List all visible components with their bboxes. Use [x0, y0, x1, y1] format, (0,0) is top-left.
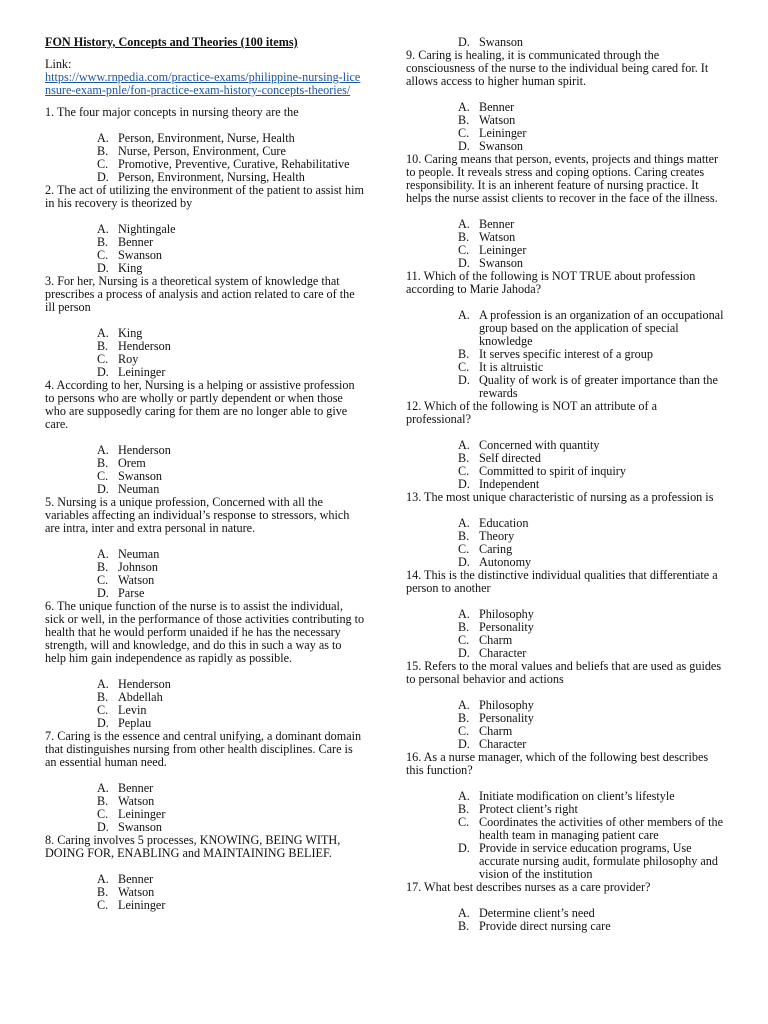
question-text: 2. The act of utilizing the environment of the patient to assist him in his recovery is theorized by: [45, 183, 364, 210]
option-letter: D.: [97, 820, 109, 834]
option-text: Charm: [479, 633, 513, 647]
question-block: [406, 569, 724, 660]
question-block: [406, 270, 724, 400]
option-list: [406, 517, 724, 569]
option-text: Theory: [479, 529, 515, 543]
option-text: Johnson: [118, 560, 158, 574]
option-letter: B.: [458, 230, 470, 244]
option-text: Watson: [479, 113, 516, 127]
option-text: Swanson: [479, 35, 524, 49]
option-letter: D.: [458, 841, 470, 855]
option-letter: D.: [97, 586, 109, 600]
option-letter: A.: [458, 308, 470, 322]
option-text: Nightingale: [118, 222, 176, 236]
option-text: Leininger: [479, 243, 527, 257]
option-text: It serves specific interest of a group: [479, 347, 653, 361]
option-list: [406, 309, 724, 400]
question-block: [45, 834, 365, 912]
option-text: Promotive, Preventive, Curative, Rehabilitative: [118, 157, 350, 171]
option-text: Swanson: [479, 256, 524, 270]
option-list: [406, 439, 724, 491]
option-letter: A.: [458, 516, 470, 530]
option-list: [45, 444, 365, 496]
option-letter: D.: [97, 482, 109, 496]
left-column: [45, 36, 365, 912]
option-text: Benner: [118, 781, 154, 795]
option-letter: C.: [458, 633, 470, 647]
option-letter: D.: [458, 373, 470, 387]
option-text: A profession is an organization of an occupational group based on the application of special knowledge: [479, 308, 724, 348]
option-letter: D.: [458, 477, 470, 491]
option-letter: A.: [97, 326, 109, 340]
option-list: [406, 699, 724, 751]
option-text: Charm: [479, 724, 513, 738]
question-block: [406, 400, 724, 491]
question-text: 8. Caring involves 5 processes, KNOWING, BEING WITH, DOING FOR, ENABLING and MAINTAINING BELIEF.: [45, 833, 341, 860]
option-text: Nurse, Person, Environment, Cure: [118, 144, 286, 158]
option-text: Leininger: [479, 126, 527, 140]
option-list: [45, 223, 365, 275]
question-block: [45, 379, 365, 496]
option-letter: A.: [458, 100, 470, 114]
option-letter: A.: [458, 438, 470, 452]
option-text: Abdellah: [118, 690, 163, 704]
option-list: [45, 548, 365, 600]
option-letter: B.: [97, 144, 109, 158]
question-text: 15. Refers to the moral values and beliefs that are used as guides to personal behavior and actions: [406, 659, 722, 686]
option-letter: D.: [458, 646, 470, 660]
option-letter: D.: [458, 139, 470, 153]
question-block: [45, 106, 365, 184]
option-text: Henderson: [118, 443, 171, 457]
question-text: 5. Nursing is a unique profession, Concerned with all the variables affecting an individual’s response to stressors, which are intra, inter and extra personal in nature.: [45, 495, 350, 535]
option-text: Leininger: [118, 807, 166, 821]
question-text: 13. The most unique characteristic of nursing as a profession is: [406, 490, 714, 504]
option-text: Philosophy: [479, 698, 534, 712]
option-letter: C.: [458, 360, 470, 374]
option-text: Provide direct nursing care: [479, 919, 611, 933]
option-letter: D.: [97, 261, 109, 275]
option-letter: C.: [97, 469, 109, 483]
option-letter: B.: [458, 711, 470, 725]
option-letter: B.: [458, 620, 470, 634]
option-text: Person, Environment, Nurse, Health: [118, 131, 295, 145]
option-text: Levin: [118, 703, 147, 717]
option-item: [458, 309, 724, 348]
option-letter: D.: [458, 256, 470, 270]
question-block: [406, 751, 724, 881]
option-item: [97, 899, 365, 912]
option-text: Personality: [479, 711, 534, 725]
option-letter: C.: [97, 807, 109, 821]
option-letter: B.: [97, 885, 109, 899]
option-text: Watson: [118, 573, 155, 587]
option-text: Caring: [479, 542, 513, 556]
option-text: Protect client’s right: [479, 802, 578, 816]
option-text: Personality: [479, 620, 534, 634]
option-list: [45, 327, 365, 379]
option-letter: C.: [97, 898, 109, 912]
option-letter: C.: [458, 464, 470, 478]
option-letter: B.: [458, 451, 470, 465]
option-text: Peplau: [118, 716, 152, 730]
option-letter: C.: [458, 815, 470, 829]
document-title: FON History, Concepts and Theories (100 items): [45, 35, 298, 49]
question-text: 1. The four major concepts in nursing theory are the: [45, 105, 299, 119]
option-text: Leininger: [118, 898, 166, 912]
option-letter: B.: [97, 235, 109, 249]
option-text: Autonomy: [479, 555, 532, 569]
left-question-list: [45, 106, 365, 912]
question-block: [45, 730, 365, 834]
question-text: 6. The unique function of the nurse is to assist the individual, sick or well, in the performance of those activities contributing to health that he would perform unaided if he has the necessary strength, will and knowledge, and do this in such a way as to help him gain independence as rapidly as possible.: [45, 599, 365, 665]
option-letter: C.: [97, 248, 109, 262]
option-letter: D.: [458, 35, 470, 49]
option-letter: A.: [97, 222, 109, 236]
option-text: Character: [479, 646, 527, 660]
option-text: Parse: [118, 586, 145, 600]
option-text: Neuman: [118, 482, 160, 496]
question-text: 16. As a nurse manager, which of the following best describes this function?: [406, 750, 709, 777]
option-list: [406, 608, 724, 660]
option-text: Self directed: [479, 451, 541, 465]
option-text: Person, Environment, Nursing, Health: [118, 170, 305, 184]
option-text: Henderson: [118, 677, 171, 691]
option-letter: B.: [458, 529, 470, 543]
question-text: 17. What best describes nurses as a care provider?: [406, 880, 651, 894]
option-letter: C.: [458, 126, 470, 140]
option-letter: B.: [458, 113, 470, 127]
option-list: [406, 101, 724, 153]
option-item: [458, 374, 724, 400]
question-block: [45, 184, 365, 275]
question-block: [406, 153, 724, 270]
option-item: [458, 816, 724, 842]
option-letter: D.: [458, 555, 470, 569]
option-letter: C.: [97, 573, 109, 587]
option-text: King: [118, 326, 143, 340]
option-letter: D.: [97, 365, 109, 379]
question-text: 3. For her, Nursing is a theoretical system of knowledge that prescribes a process of analysis and action related to care of the ill person: [45, 274, 355, 314]
option-letter: B.: [97, 794, 109, 808]
option-text: Coordinates the activities of other members of the health team in managing patient care: [479, 815, 724, 842]
question-block: [406, 660, 724, 751]
option-letter: B.: [97, 560, 109, 574]
source-link[interactable]: https://www.rnpedia.com/practice-exams/philippine-nursing-licensure-exam-pnle/fon-practice-exam-history-concepts-theories/: [45, 70, 361, 97]
option-letter: A.: [97, 443, 109, 457]
question-text: 9. Caring is healing, it is communicated through the consciousness of the nurse to the individual being cared for. It allows access to higher human spirit.: [406, 48, 709, 88]
option-text: Watson: [479, 230, 516, 244]
option-letter: A.: [458, 607, 470, 621]
option-letter: D.: [458, 737, 470, 751]
option-letter: D.: [97, 170, 109, 184]
option-text: Benner: [479, 100, 515, 114]
question-block: [45, 496, 365, 600]
option-letter: B.: [458, 347, 470, 361]
option-text: Philosophy: [479, 607, 534, 621]
option-letter: A.: [97, 872, 109, 886]
question-text: 7. Caring is the essence and central unifying, a dominant domain that distinguishes nursing from other health disciplines. Care is an essential human need.: [45, 729, 362, 769]
option-text: Committed to spirit of inquiry: [479, 464, 626, 478]
option-text: Neuman: [118, 547, 160, 561]
option-text: Benner: [118, 872, 154, 886]
question-block: [406, 49, 724, 153]
right-question-list: [406, 49, 724, 933]
option-text: Leininger: [118, 365, 166, 379]
option-letter: A.: [458, 698, 470, 712]
option-list: [45, 782, 365, 834]
option-list: [406, 218, 724, 270]
option-list: [406, 907, 724, 933]
option-item: [458, 920, 724, 933]
question-text: 10. Caring means that person, events, projects and things matter to people. It reveals stress and coping options. Caring creates responsibility. It is an inherent feature of nursing practice. It helps the nurse assist clients to recover in the face of the illness.: [406, 152, 719, 205]
option-letter: A.: [97, 781, 109, 795]
option-text: Determine client’s need: [479, 906, 595, 920]
option-letter: A.: [97, 547, 109, 561]
option-text: Benner: [118, 235, 154, 249]
option-text: Swanson: [118, 820, 163, 834]
option-text: Henderson: [118, 339, 171, 353]
option-text: Swanson: [118, 469, 163, 483]
link-label: Link:: [45, 57, 72, 71]
option-letter: A.: [458, 789, 470, 803]
option-letter: A.: [97, 131, 109, 145]
option-text: Education: [479, 516, 529, 530]
question-text: 11. Which of the following is NOT TRUE about profession according to Marie Jahoda?: [406, 269, 696, 296]
option-letter: B.: [458, 919, 470, 933]
option-letter: B.: [97, 456, 109, 470]
option-letter: C.: [458, 542, 470, 556]
question-text: 14. This is the distinctive individual qualities that differentiate a person to another: [406, 568, 718, 595]
option-text: Concerned with quantity: [479, 438, 600, 452]
option-text: Roy: [118, 352, 139, 366]
option-letter: C.: [458, 724, 470, 738]
option-text: Watson: [118, 885, 155, 899]
option-text: Swanson: [479, 139, 524, 153]
option-letter: C.: [97, 352, 109, 366]
question-block: [406, 881, 724, 933]
question-block: [45, 600, 365, 730]
option-text: Orem: [118, 456, 146, 470]
option-list: [45, 873, 365, 912]
option-list: [406, 790, 724, 881]
option-text: It is altruistic: [479, 360, 544, 374]
option-text: Watson: [118, 794, 155, 808]
option-letter: A.: [458, 906, 470, 920]
option-letter: A.: [97, 677, 109, 691]
question-text: 4. According to her, Nursing is a helping or assistive profession to persons who are wholly or partly dependent or when those who are supposedly caring for them are no longer able to give care.: [45, 378, 355, 431]
question-block: [45, 275, 365, 379]
option-letter: B.: [97, 339, 109, 353]
option-text: Swanson: [118, 248, 163, 262]
option-list: [45, 132, 365, 184]
option-letter: A.: [458, 217, 470, 231]
option-letter: D.: [97, 716, 109, 730]
option-text: Quality of work is of greater importance than the rewards: [479, 373, 718, 400]
option-text: Character: [479, 737, 527, 751]
option-letter: B.: [458, 802, 470, 816]
option-text: Provide in service education programs, Use accurate nursing audit, formulate philosophy and vision of the institution: [479, 841, 718, 881]
option-item: [458, 842, 724, 881]
option-text: King: [118, 261, 143, 275]
option-text: Benner: [479, 217, 515, 231]
option-letter: C.: [97, 157, 109, 171]
question-text: 12. Which of the following is NOT an attribute of a professional?: [406, 399, 658, 426]
option-text: Initiate modification on client’s lifestyle: [479, 789, 675, 803]
option-letter: C.: [458, 243, 470, 257]
option-text: Independent: [479, 477, 540, 491]
right-column: [406, 36, 724, 933]
option-list: [45, 678, 365, 730]
question-block: [406, 491, 724, 569]
option-letter: C.: [97, 703, 109, 717]
option-letter: B.: [97, 690, 109, 704]
